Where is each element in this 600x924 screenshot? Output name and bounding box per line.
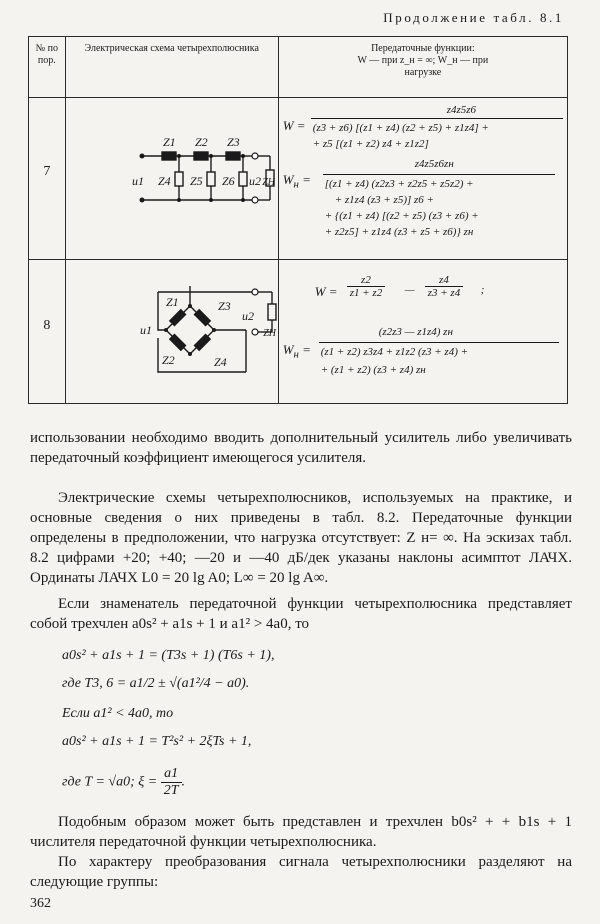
condition-line: Если a1² < 4a0, то [62, 706, 174, 721]
u2-label: u2 [248, 174, 261, 188]
w8-frac2-num: z4 [425, 274, 463, 287]
u2-label: u2 [241, 309, 254, 323]
paragraph-5: По характеру преобразования сигнала четырехполюсники разделяют на следующие группы: [30, 854, 572, 890]
paragraph-1: использовании необходимо вводить дополнительный усилитель либо увеличивать передаточный коэффициент имеющегося усилителя. [30, 430, 572, 466]
row-8-circuit-cell [65, 260, 278, 404]
row-8-number: 8 [43, 318, 51, 333]
table-header-row [29, 37, 568, 98]
z3-label: Z3 [217, 299, 231, 313]
row-7-number: 7 [43, 164, 51, 179]
ladder-circuit-diagram [66, 98, 278, 256]
u1-label: u1 [139, 323, 152, 337]
wn7-denominator-3: + {(z1 + z4) [(z2 + z5) (z3 + z6) + [324, 210, 479, 222]
row-7-circuit-cell [65, 98, 278, 260]
col-scheme-header: Электрическая схема четырехполюсника [65, 37, 278, 98]
page-number: 362 [30, 896, 51, 911]
zh-label: ZH [261, 177, 275, 188]
tf-header-line2: W — при z_н = ∞; W_н — при [357, 55, 489, 66]
row-8-formula-cell: W = $\frac{z2}{z1 + z2}$ — $\frac{z4}{z3 + z4}$ ; $W_н$ = (z2z3 — z1z4) zн (z1 + z2) z3z4 + z1z2 (z3 + z4) + + (z1 + z2) (z3 + z4) zн [278, 260, 567, 404]
w8-frac1-num: z2 [347, 274, 385, 287]
z5-label: Z5 [189, 174, 203, 188]
wn7-denominator-2: + z1z4 (z3 + z5)] z6 + [334, 194, 434, 206]
w8-frac1-den: z1 + z2 [349, 287, 383, 299]
transfer-function-table [28, 36, 568, 404]
xi-denominator: 2T [163, 783, 179, 798]
z4-label: Z4 [157, 174, 171, 188]
equation-parameters: где T = √a0; ξ = $\frac{a1}{2T}$ . [62, 766, 185, 798]
row-7-formula-cell: W = z4z5z6 (z3 + z6) [(z1 + z4) (z2 + z5) + z1z4] + + z5 [(z1 + z2) z4 + z1z2] $W_н$ = z4z5z6zн [(z1 + z4) (z2z3 + z2z5 + z5z2) + + z1z4 (z3 + z5)] z6 + + {(z1 + z4) [(z2 + z5) (z3 + z6) + + z2z5] + z1z4 (z3 + z5 + z6)} zн [278, 98, 567, 260]
wn8-denominator-2: + (z1 + z2) (z3 + z4) zн [320, 364, 426, 376]
z1-label: Z1 [165, 295, 179, 309]
table-row [29, 98, 568, 260]
paragraph-4: Подобным образом может быть представлен и трехчлен b0s² + + b1s + 1 числителя передаточной функции четырехполюсника. [30, 814, 572, 850]
paragraph-2: Электрические схемы четырехполюсников, используемых на практике, и основные сведения о них приведены в табл. 8.2. Передаточные функции определены в предположении, что нагрузка отсутствует: Z н= ∞. На эскизах табл. 8.2 цифрами +20; +40; —20 и —40 дБ/дек указаны наклоны асимптот ЛАЧХ. Ординаты ЛАЧХ L0 = 20 lg A0; L∞ = 20 lg A∞. [30, 490, 572, 586]
table-continuation-title: Продолжение табл. 8.1 [383, 10, 564, 25]
zh-label: ZH [262, 328, 276, 339]
u1-label: u1 [131, 174, 144, 188]
wn7-denominator-1: [(z1 + z4) (z2z3 + z2z5 + z5z2) + [324, 178, 474, 190]
equation-time-constants: где T3, 6 = a1/2 ± √(a1²/4 − a0). [62, 676, 250, 691]
wn8-denominator-1: (z1 + z2) z3z4 + z1z2 (z3 + z4) + [320, 346, 469, 358]
z6-label: Z6 [221, 174, 235, 188]
wn7-denominator-4: + z2z5] + z1z4 (z3 + z5 + z6)} zн [324, 226, 474, 238]
z3-label: Z3 [226, 135, 240, 149]
w8-frac2-den: z3 + z4 [427, 287, 461, 299]
equation-oscillatory: a0s² + a1s + 1 = T²s² + 2ξTs + 1, [62, 734, 252, 749]
wn8-numerator: (z2z3 — z1z4) zн [378, 326, 453, 338]
z2-label: Z2 [194, 135, 208, 149]
z4-label: Z4 [213, 355, 227, 369]
equation-factorization: a0s² + a1s + 1 = (T3s + 1) (T6s + 1), [62, 648, 275, 663]
tf-header-line1: Передаточные функции: [371, 43, 475, 54]
z1-label: Z1 [162, 135, 176, 149]
w7-numerator: z4z5z6 [446, 104, 477, 116]
col-num-header: № по пор. [29, 37, 66, 98]
w7-denominator-1: (z3 + z6) [(z1 + z4) (z2 + z5) + z1z4] + [312, 122, 489, 134]
wn7-numerator: z4z5z6zн [414, 158, 454, 170]
table-row [29, 260, 568, 404]
tf-header-line3: нагрузке [404, 67, 442, 78]
equation-parameters-text: где T = √a0; ξ = [62, 774, 158, 790]
w7-denominator-2: + z5 [(z1 + z2) z4 + z1z2] [312, 138, 429, 150]
z2-label: Z2 [161, 353, 175, 367]
col-tf-header [278, 37, 567, 98]
paragraph-3: Если знаменатель передаточной функции четырехполюсника представляет собой трехчлен a0s² + a1s + 1 и a1² > 4a0, то [30, 596, 572, 632]
bridge-circuit-diagram [66, 260, 278, 400]
xi-numerator: a1 [161, 766, 182, 783]
